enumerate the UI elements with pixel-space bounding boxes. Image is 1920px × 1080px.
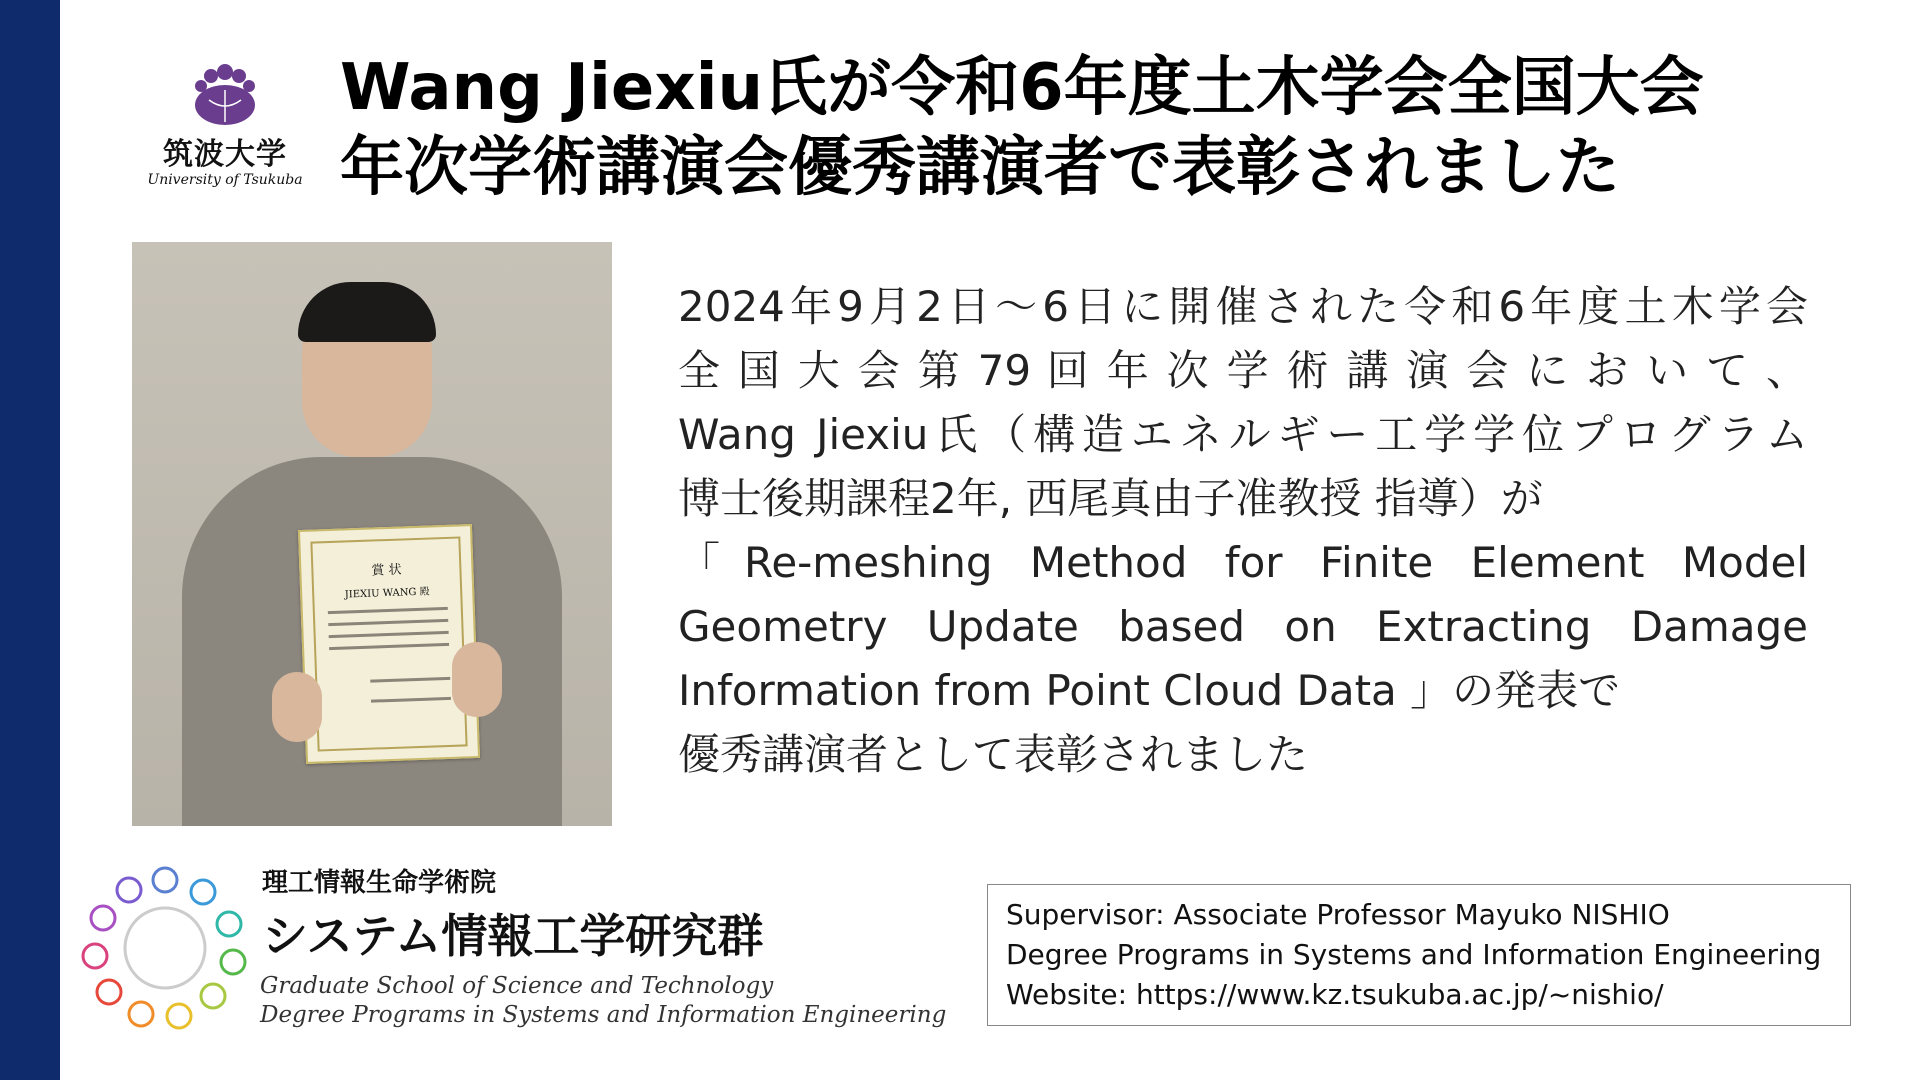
photo-hand-right (452, 642, 502, 717)
certificate-heading: 賞 状 (371, 562, 402, 579)
supervisor-text: Supervisor: Associate Professor Mayuko NISHIO (1006, 898, 1670, 931)
body-line-8: 優秀講演者として表彰されました (678, 730, 1309, 779)
body-line-5: 「Re-meshing Method for Finite Element Model (678, 538, 1808, 587)
photo-hand-left (272, 672, 322, 742)
body-line-4: 博士後期課程2年, 西尾真由子准教授 指導）が (678, 474, 1543, 523)
program-name-en: Degree Programs in Systems and Information Engineering (260, 1002, 947, 1028)
title-line-2: 年次学術講演会優秀講演者で表彰されました (340, 131, 1620, 205)
body-line-1: 2024年9月2日～6日に開催された令和6年度土木学会 (678, 282, 1808, 331)
paulownia-crest-icon (189, 60, 261, 130)
side-accent-bar (0, 0, 60, 1080)
contact-info-box (987, 884, 1851, 1026)
website-text[interactable]: Website: https://www.kz.tsukuba.ac.jp/~nishio/ (1006, 978, 1664, 1011)
page-title (340, 48, 1900, 208)
body-line-6: Geometry Update based on Extracting Damage (678, 602, 1808, 651)
announcement-body (678, 275, 1808, 787)
program-text: Degree Programs in Systems and Information Engineering (1006, 938, 1822, 971)
award-certificate (298, 524, 480, 764)
university-name-en: University of Tsukuba (147, 172, 303, 188)
award-photo (132, 242, 612, 826)
department-logo (75, 858, 255, 1038)
university-logo (145, 60, 305, 210)
certificate-name: JIEXIU WANG 殿 (344, 586, 430, 601)
star-ring-icon (75, 858, 255, 1038)
title-line-1: Wang Jiexiu氏が令和6年度土木学会全国大会 (340, 51, 1704, 125)
body-line-7: Information from Point Cloud Data 」の発表で (678, 666, 1621, 715)
body-line-3: Wang Jiexiu氏（構造エネルギー工学学位プログラム (678, 410, 1808, 459)
department-name-en (260, 972, 946, 1030)
school-name-en: Graduate School of Science and Technology (260, 973, 774, 999)
body-line-2: 全 国 大 会 第 79 回 年 次 学 術 講 演 会 に お い て 、 (678, 346, 1808, 395)
program-name-jp: システム情報工学研究群 (262, 909, 764, 963)
university-name-jp: 筑波大学 (163, 137, 287, 172)
school-name-jp: 理工情報生命学術院 (262, 868, 497, 898)
